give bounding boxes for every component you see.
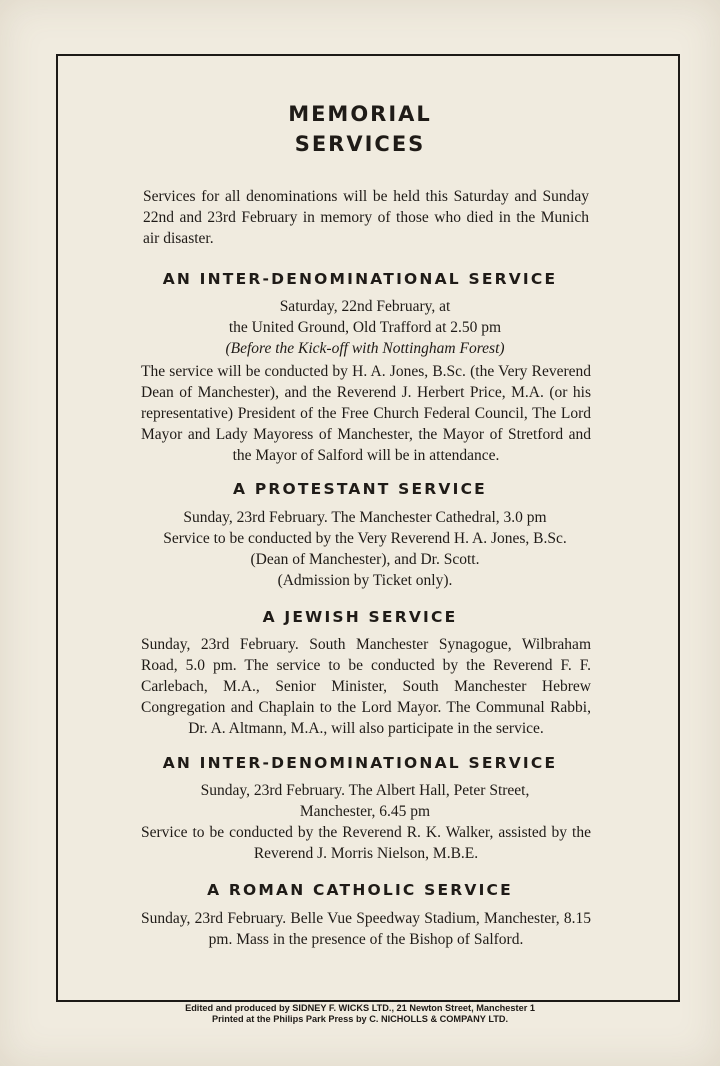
intro-paragraph: Services for all denominations will be held this Saturday and Sunday 22nd and 23rd February in memory of those who died in the Munich air disaster.: [143, 188, 589, 247]
section-5-body: Sunday, 23rd February. Belle Vue Speedway Stadium, Manchester, 8.15 pm. Mass in the presence of the Bishop of Salford.: [141, 910, 591, 948]
section-2-line-4: (Admission by Ticket only).: [277, 572, 453, 589]
footer-line-1: Edited and produced by SIDNEY F. WICKS LTD., 21 Newton Street, Manchester 1: [185, 1003, 535, 1013]
section-2-line-1: Sunday, 23rd February. The Manchester Cathedral, 3.0 pm: [183, 509, 547, 526]
section-1-line-1: Saturday, 22nd February, at: [279, 298, 451, 315]
section-4-line-1: Sunday, 23rd February. The Albert Hall, Peter Street,: [200, 782, 530, 799]
section-heading-inter-denominational-2: AN INTER-DENOMINATIONAL SERVICE: [162, 754, 558, 772]
section-heading-protestant: A PROTESTANT SERVICE: [233, 480, 487, 498]
section-4-body: Service to be conducted by the Reverend R. K. Walker, assisted by the Reverend J. Morris Nielson, M.B.E.: [141, 824, 591, 862]
section-heading-roman-catholic: A ROMAN CATHOLIC SERVICE: [207, 881, 513, 899]
section-4-line-2: Manchester, 6.45 pm: [299, 803, 431, 820]
section-heading-inter-denominational-1: AN INTER-DENOMINATIONAL SERVICE: [162, 270, 558, 288]
section-3-body: Sunday, 23rd February. South Manchester Synagogue, Wilbraham Road, 5.0 pm. The service to be conducted by the Reverend F. F. Carlebach, M.A., Senior Minister, South Manchester Hebrew Congregation and Chaplain to the Lord Mayor. The Communal Rabbi, Dr. A. Altmann, M.A., will also participate in the service.: [141, 636, 591, 737]
section-1-body: The service will be conducted by H. A. Jones, B.Sc. (the Very Reverend Dean of Manchester), and the Reverend J. Herbert Price, M.A. (or his representative) President of the Free Church Federal Council, The Lord Mayor and Lady Mayoress of Manchester, the Mayor of Stretford and the Mayor of Salford will be in attendance.: [141, 363, 591, 464]
page-title-line-1: MEMORIAL: [288, 102, 432, 126]
section-2-line-3: (Dean of Manchester), and Dr. Scott.: [250, 551, 480, 568]
footer-credits: [0, 1003, 720, 1025]
section-1-line-3: [100, 338, 630, 359]
section-2-line-2: Service to be conducted by the Very Reverend H. A. Jones, B.Sc.: [163, 530, 567, 547]
page-title-line-2: SERVICES: [294, 132, 426, 156]
section-1-italic-note: (Before the Kick-off with Nottingham Forest): [225, 340, 505, 357]
footer-line-2: Printed at the Philips Park Press by C. NICHOLLS & COMPANY LTD.: [211, 1014, 509, 1024]
section-heading-jewish: A JEWISH SERVICE: [262, 608, 458, 626]
section-1-line-2: the United Ground, Old Trafford at 2.50 pm: [228, 319, 502, 336]
